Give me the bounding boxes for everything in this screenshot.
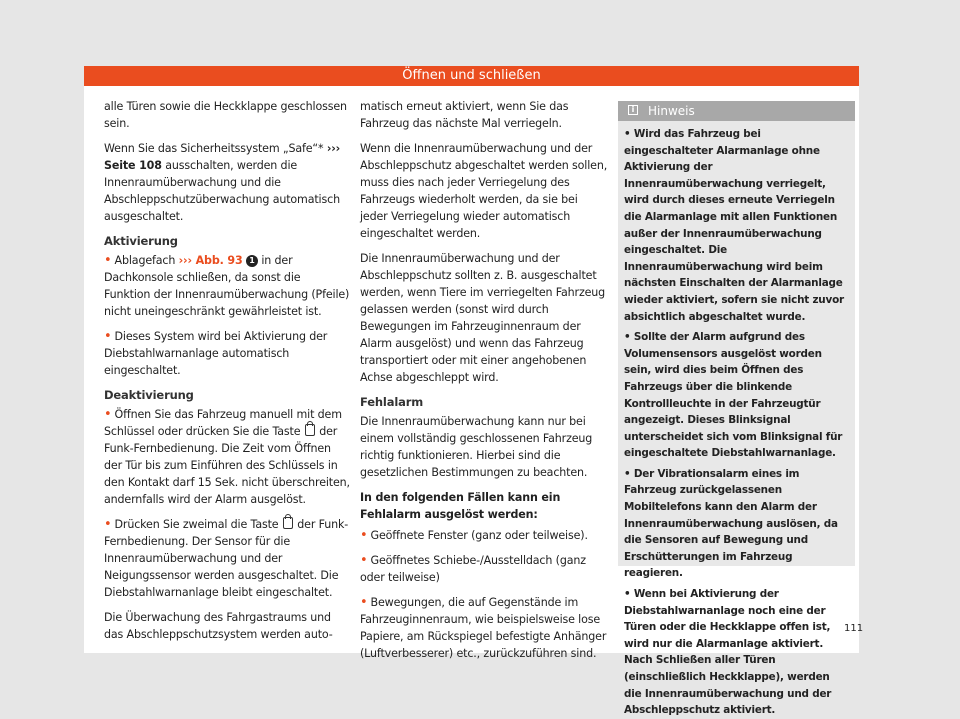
list-item (360, 594, 608, 662)
text: Wenn bei Aktivierung der Diebstahlwarnanlage noch eine der Türen oder die Heckklappe offen ist, wird nur die Alarmanlage aktiviert. Nach Schließen aller Türen (einschließlich Heckklappe), werden die Innenraumüberwachung und der Abschleppschutz aktiviert. (624, 588, 832, 717)
subheading: In den folgenden Fällen kann ein Fehlalarm ausgelöst werden: (360, 491, 561, 521)
note-item (624, 126, 849, 325)
list-item (104, 516, 350, 601)
heading-false-alarm: Fehlalarm (360, 395, 424, 409)
text: Bewegungen, die auf Gegenstände im Fahrzeuginnenraum, wie beispielsweise lose Papiere, am Rückspiegel befestigte Anhänger (Luftverbesserer) etc., zurückzuführen sind. (360, 596, 607, 660)
paragraph: matisch erneut aktiviert, wenn Sie das Fahrzeug das nächste Mal verriegeln. (360, 100, 569, 130)
bullet-icon: • (360, 595, 368, 610)
heading-activation: Aktivierung (104, 234, 178, 248)
bullet-icon: • (624, 128, 634, 140)
paragraph: Die Innenraumüberwachung und der Abschleppschutz sollten z. B. ausgeschaltet werden, wenn Tiere im verriegelten Fahrzeug gelassen werden (sonst wird durch Bewegungen im Fahrzeuginnenraum der Alarm ausgelöst) und wenn das Fahrzeug transportiert oder mit einer angehobenen Achse abgeschleppt wird. (360, 252, 606, 384)
bullet-icon: • (624, 588, 634, 601)
text: Drücken Sie zweimal die Taste (114, 518, 279, 531)
list-item (104, 252, 350, 320)
text: in der Dachkonsole schließen, da sonst die Funktion der Innenraumüberwachung (Pfeile) nicht uneingeschränkt gewährleistet ist. (104, 254, 350, 318)
bullet-icon: • (104, 253, 112, 268)
text: Sollte der Alarm aufgrund des Volumensensors ausgelöst worden sein, wird dies beim Öffnen des Fahrzeugs über die blinkende Kontrollleuchte in der Fahrzeugtür angezeigt. Dieses Blinksignal unterscheidet sich vom Blinksignal für eingeschaltete Diebstahlwarnanlage. (624, 331, 843, 460)
text: Wenn Sie das Sicherheitssystem „Safe“* (104, 142, 324, 155)
note-item (624, 466, 849, 582)
list-item (360, 552, 608, 586)
note-header (618, 101, 855, 121)
text: der Funk-Fernbedienung. Die Zeit vom Öffnen der Tür bis zum Einführen des Schlüssels in den Kontakt darf 15 Sek. nicht überschreiten, andernfalls wird der Alarm ausgelöst. (104, 425, 350, 506)
figure-reference-link[interactable]: ››› Abb. 93 (178, 254, 243, 267)
text: der Funk-Fernbedienung. Der Sensor für die Innenraumüberwachung und der Neigungssensor werden ausgeschaltet. Die Diebstahlwarnanlage bleibt eingeschaltet. (104, 518, 349, 599)
text-column-middle (360, 98, 608, 670)
paragraph: Die Überwachung des Fahrgastraums und das Abschleppschutzsystem werden auto- (104, 611, 333, 641)
lock-key-icon (283, 517, 293, 529)
text: Öffnen Sie das Fahrzeug manuell mit dem Schlüssel oder drücken Sie die Taste (104, 408, 342, 438)
bullet-icon: • (624, 467, 634, 480)
callout-number-icon: 1 (246, 255, 258, 267)
list-item (104, 406, 350, 508)
bullet-icon: • (360, 553, 368, 568)
text: Geöffnetes Schiebe-/Ausstelldach (ganz oder teilweise) (360, 554, 586, 584)
section-title: Öffnen und schließen (84, 66, 859, 86)
info-icon: i (628, 105, 638, 115)
bullet-icon: • (104, 517, 112, 532)
text-column-left (104, 98, 350, 651)
note-item (624, 329, 849, 462)
unlock-key-icon (305, 424, 315, 436)
bullet-icon: • (624, 331, 634, 344)
paragraph: alle Türen sowie die Heckklappe geschlossen sein. (104, 100, 347, 130)
note-body (618, 121, 855, 719)
list-item (360, 527, 608, 544)
paragraph: Wenn die Innenraumüberwachung und der Abschleppschutz abgeschaltet werden sollen, muss dies nach jeder Verriegelung des Fahrzeugs wiederholt werden, da sie bei jeder Verriegelung wieder automatisch eingeschaltet werden. (360, 142, 608, 240)
text: Wird das Fahrzeug bei eingeschalteter Alarmanlage ohne Aktivierung der Innenraumüberwachung verriegelt, wird durch dieses erneute Verriegeln die Alarmanlage mit allen Funktionen außer der Innenraumüberwachung eingeschaltet. Die Innenraumüberwachung wird beim nächsten Einschalten der Alarmanlage wieder aktiviert, sofern sie nicht zuvor absichtlich abgeschaltet wurde. (624, 128, 844, 323)
note-item (624, 586, 849, 719)
manual-page (84, 66, 864, 717)
page-number: 111 (844, 623, 864, 634)
heading-deactivation: Deaktivierung (104, 388, 194, 402)
text: Der Vibrationsalarm eines im Fahrzeug zurückgelassenen Mobiltelefons kann den Alarm der Innenraumüberwachung auslösen, da die Sensoren auf Bewegung und Erschütterungen im Fahrzeug reagieren. (624, 467, 838, 580)
bullet-icon: • (360, 528, 368, 543)
text: Dieses System wird bei Aktivierung der Diebstahlwarnanlage automatisch eingeschaltet. (104, 330, 328, 377)
text: ausschalten, werden die Innenraumüberwachung und die Abschleppschutzüberwachung automatisch ausgeschaltet. (104, 159, 340, 223)
bullet-icon: • (104, 329, 112, 344)
note-title: Hinweis (648, 104, 695, 118)
paragraph: Die Innenraumüberwachung kann nur bei einem vollständig geschlossenen Fahrzeug richtig funktionieren. Hierbei sind die gesetzlichen Bestimmungen zu beachten. (360, 415, 593, 479)
list-item (104, 328, 350, 379)
text: Geöffnete Fenster (ganz oder teilweise). (370, 529, 588, 542)
text: Ablagefach (114, 254, 179, 267)
paragraph (104, 140, 350, 225)
bullet-icon: • (104, 407, 112, 422)
page-reference-link[interactable]: ››› Seite 108 (104, 142, 341, 172)
